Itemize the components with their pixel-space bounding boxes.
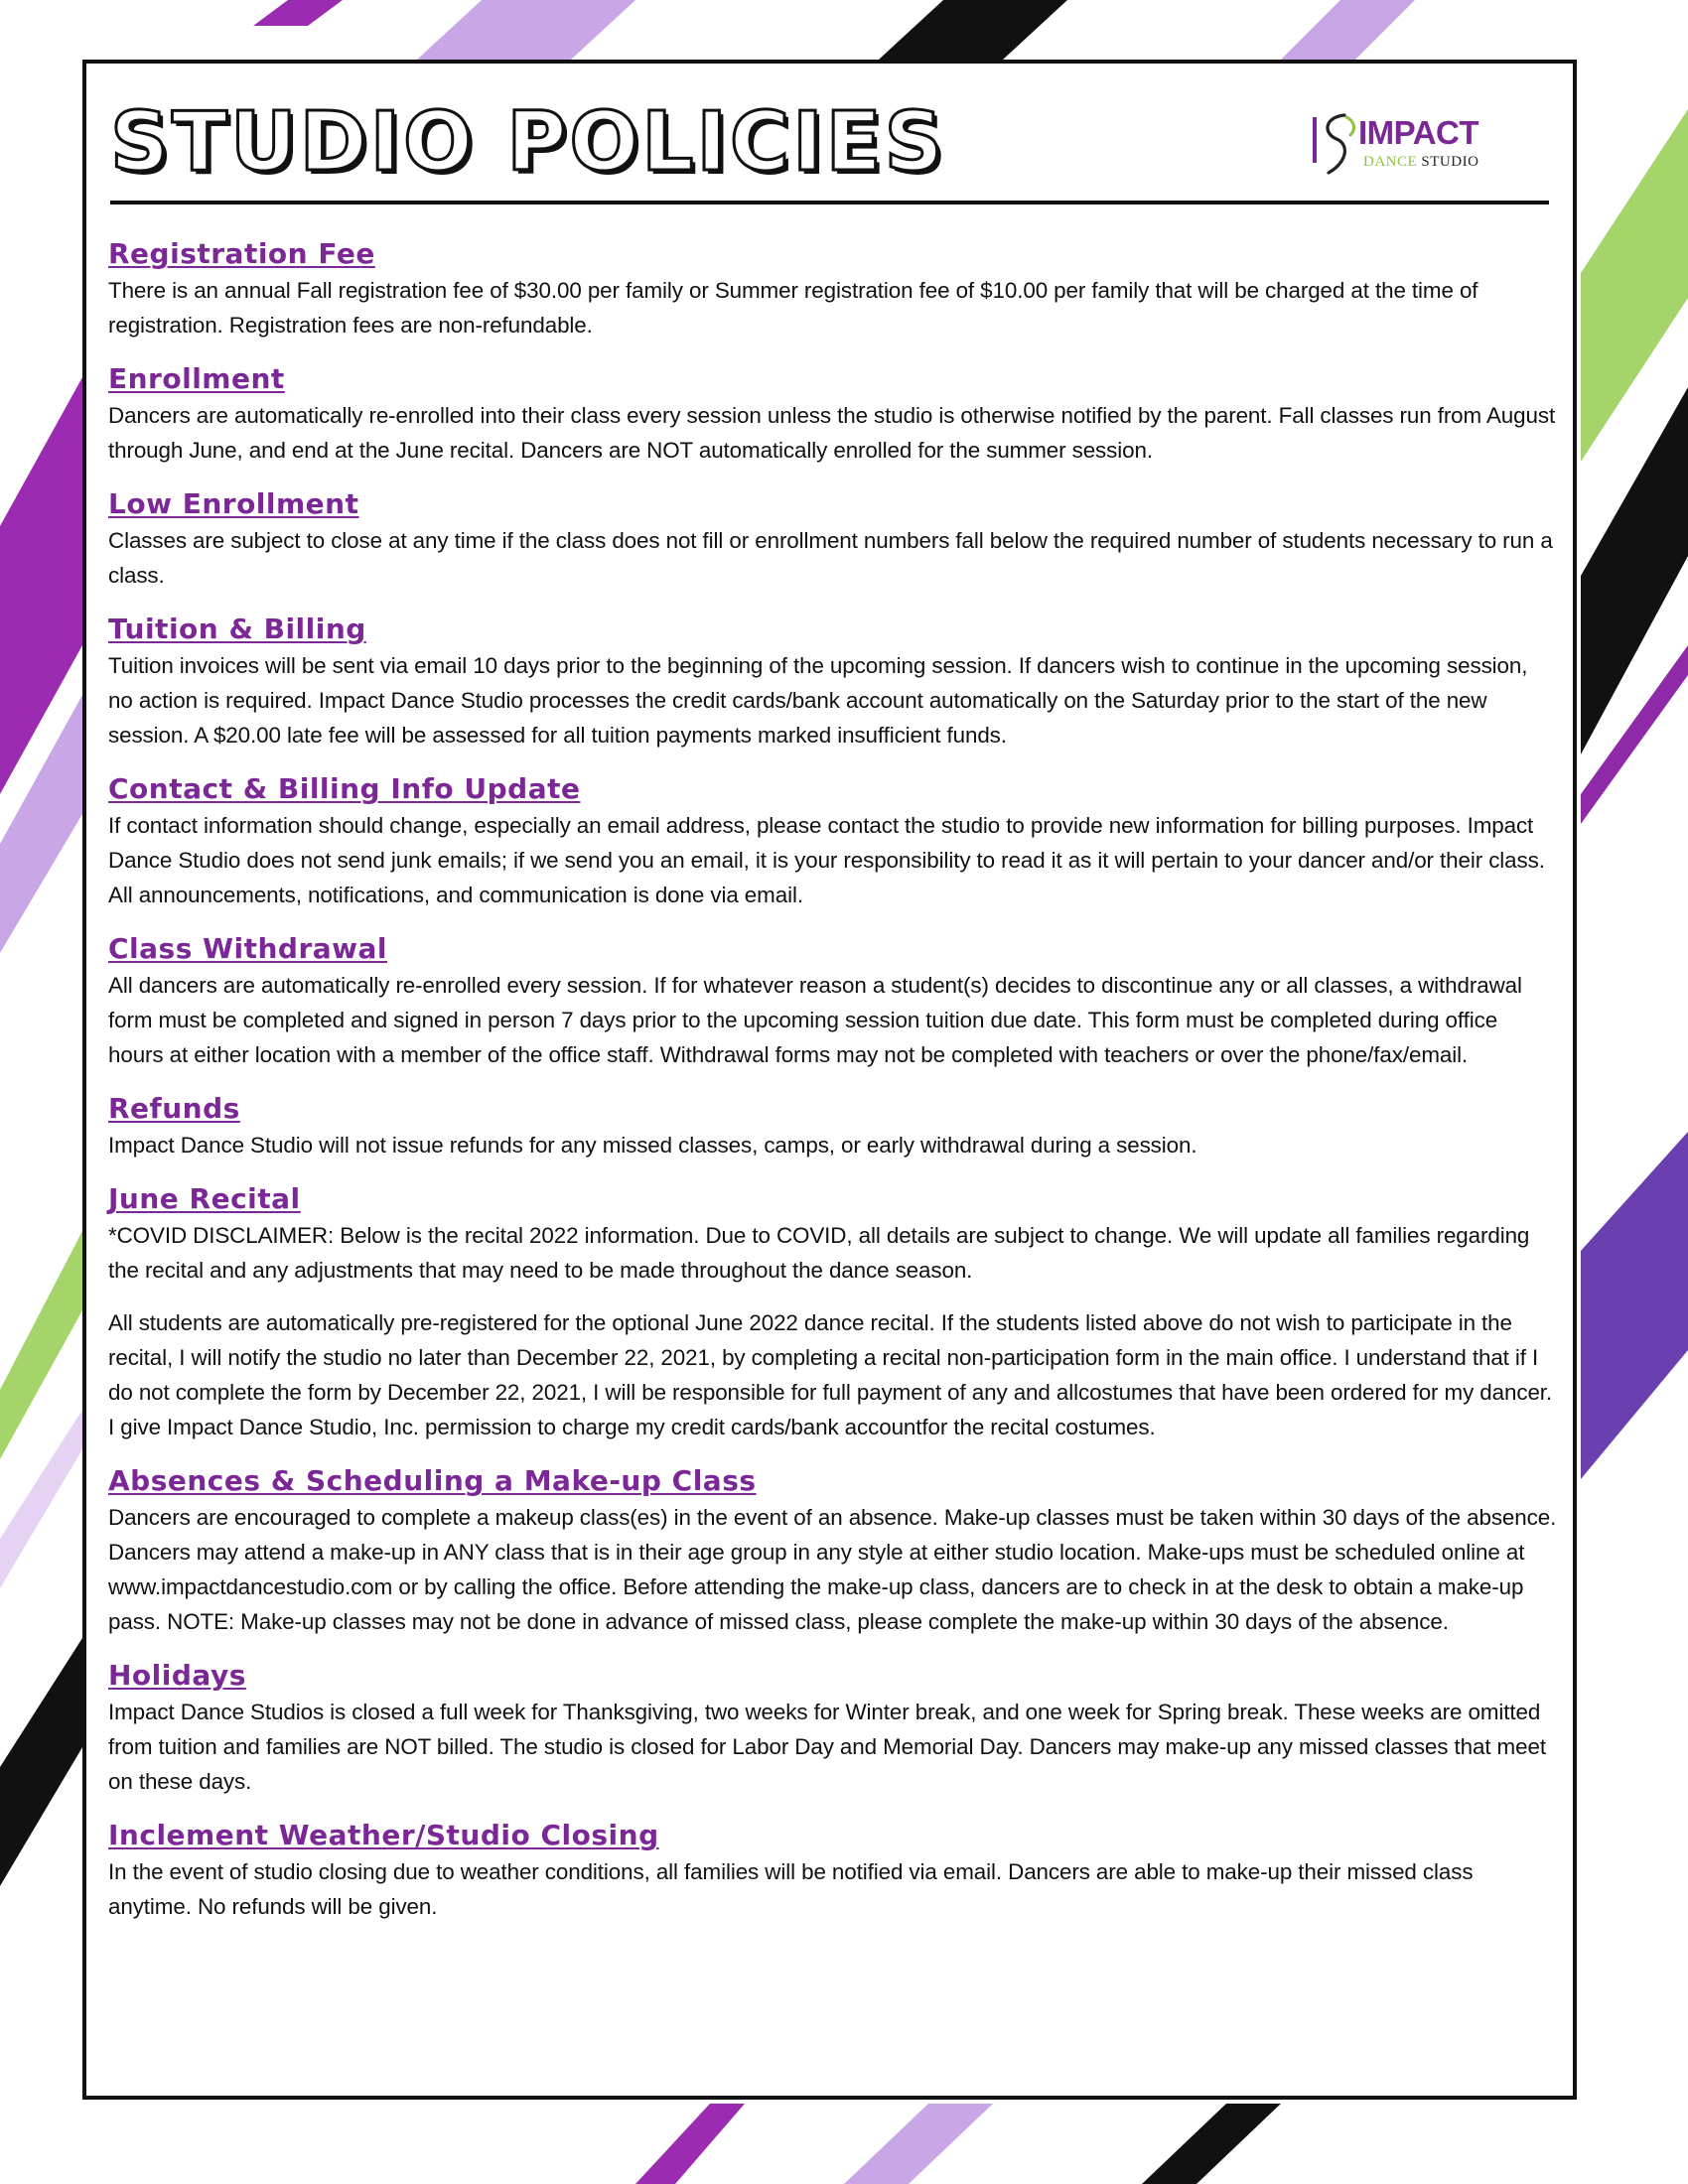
section-absences-makeup (108, 1464, 1558, 1639)
logo-subtitle-dance: DANCE (1363, 154, 1418, 170)
section-title: Enrollment (108, 362, 285, 395)
stripe (635, 2104, 745, 2184)
stripe (1142, 2104, 1281, 2184)
section-class-withdrawal (108, 932, 1558, 1072)
section-title: Holidays (108, 1659, 246, 1692)
section-title: Contact & Billing Info Update (108, 772, 581, 805)
section-paragraph: All students are automatically pre-registered for the optional June 2022 dance recital. If the students listed above do not wish to participate in the recital, I will notify the studio no later than December 22, 2021, by completing a recital non-participation form in the main office. I understand that if I do not complete the form by December 22, 2021, I will be responsible for full payment of any and allcostumes that have been ordered for my dancer. I give Impact Dance Studio, Inc. permission to charge my credit cards/bank accountfor the recital costumes. (108, 1310, 1553, 1439)
section-paragraph: In the event of studio closing due to weather conditions, all families will be notified via email. Dancers are able to make-up their missed class anytime. No refunds will be given. (108, 1859, 1474, 1919)
section-paragraph: All dancers are automatically re-enrolled every session. If for whatever reason a student(s) decides to discontinue any or all classes, a withdrawal form must be completed and signed in person 7 days prior to the upcoming session tuition due date. This form must be completed during office hours at either location with a member of the office staff. Withdrawal forms may not be completed with teachers or over the phone/fax/email. (108, 973, 1522, 1067)
stripe (844, 2104, 993, 2184)
section-inclement-weather (108, 1819, 1558, 1924)
section-holidays (108, 1659, 1558, 1799)
section-low-enrollment (108, 487, 1558, 593)
section-title: June Recital (108, 1182, 301, 1215)
section-title: Absences & Scheduling a Make-up Class (108, 1464, 757, 1497)
section-paragraph: Dancers are encouraged to complete a makeup class(es) in the event of an absence. Make-up classes must be taken within 30 days of the absence. Dancers may attend a make-up in ANY class that is in their age group in any style at either studio location. Make-ups must be scheduled online at www.impactdancestudio.com or by calling the office. Before attending the make-up class, dancers are to check in at the desk to obtain a make-up pass. NOTE: Make-up classes may not be done in advance of missed class, please complete the make-up within 30 days of the absence. (108, 1505, 1557, 1634)
section-tuition-billing (108, 613, 1558, 752)
stripe (417, 0, 635, 60)
stripe (0, 1638, 82, 1886)
section-paragraph: If contact information should change, especially an email address, please contact the studio to provide new information for billing purposes. Impact Dance Studio does not send junk emails; if we send you an email, it is your responsibility to read it as it will pertain to your dancer and/or their class. All announcements, notifications, and communication is done via email. (108, 813, 1545, 907)
section-title: Tuition & Billing (108, 613, 366, 645)
stripe (0, 1231, 82, 1459)
logo-subtitle (1363, 153, 1478, 171)
stripe (879, 0, 1067, 60)
section-paragraph: Classes are subject to close at any time if the class does not fill or enrollment numbers fall below the required number of students necessary to run a class. (108, 528, 1553, 588)
page-title: STUDIO POLICIES (110, 95, 946, 190)
page-header (110, 91, 1549, 205)
section-paragraph: Dancers are automatically re-enrolled into their class every session unless the studio is otherwise notified by the parent. Fall classes run from August through June, and end at the June recital. Dancers are NOT automatically enrolled for the summer session. (108, 403, 1556, 463)
section-title: Registration Fee (108, 237, 375, 270)
section-registration-fee (108, 237, 1558, 342)
policy-content (108, 237, 1558, 1944)
covid-disclaimer: *COVID DISCLAIMER: Below is the recital 2022 information. Due to COVID, all details are subject to change. We will update all families regarding the recital and any adjustments that may need to be made throughout the dance season. (108, 1223, 1530, 1283)
section-paragraph: There is an annual Fall registration fee of $30.00 per family or Summer registration fee of $10.00 per family that will be charged at the time of registration. Registration fees are non-refundable. (108, 278, 1478, 338)
stripe (253, 0, 343, 26)
section-paragraph: Impact Dance Studios is closed a full week for Thanksgiving, two weeks for Winter break, and one week for Spring break. These weeks are omitted from tuition and families are NOT billed. The studio is closed for Labor Day and Memorial Day. Dancers may make-up any missed classes that meet on these days. (108, 1700, 1546, 1794)
section-title: Refunds (108, 1092, 240, 1125)
stripe (1581, 109, 1688, 462)
section-title: Inclement Weather/Studio Closing (108, 1819, 659, 1851)
section-title: Low Enrollment (108, 487, 359, 520)
stripe (1281, 0, 1415, 60)
section-enrollment (108, 362, 1558, 468)
stripe (1581, 387, 1688, 754)
dancer-swirl-icon (1307, 111, 1366, 177)
section-refunds (108, 1092, 1558, 1162)
section-contact-billing-info-update (108, 772, 1558, 912)
policy-page-frame (82, 60, 1577, 2100)
section-june-recital (108, 1182, 1558, 1444)
section-paragraph: Tuition invoices will be sent via email 10 days prior to the beginning of the upcoming session. If dancers wish to continue in the upcoming session, no action is required. Impact Dance Studio processes the credit cards/bank account automatically on the Saturday prior to the start of the new session. A $20.00 late fee will be assessed for all tuition payments marked insufficient funds. (108, 653, 1528, 748)
section-paragraph: Impact Dance Studio will not issue refunds for any missed classes, camps, or early withdrawal during a session. (108, 1133, 1197, 1158)
stripe (1581, 1132, 1688, 1479)
logo-subtitle-studio: STUDIO (1421, 154, 1479, 170)
impact-dance-studio-logo (1307, 111, 1505, 177)
logo-wordmark: IMPACT (1358, 114, 1479, 151)
section-title: Class Withdrawal (108, 932, 388, 965)
